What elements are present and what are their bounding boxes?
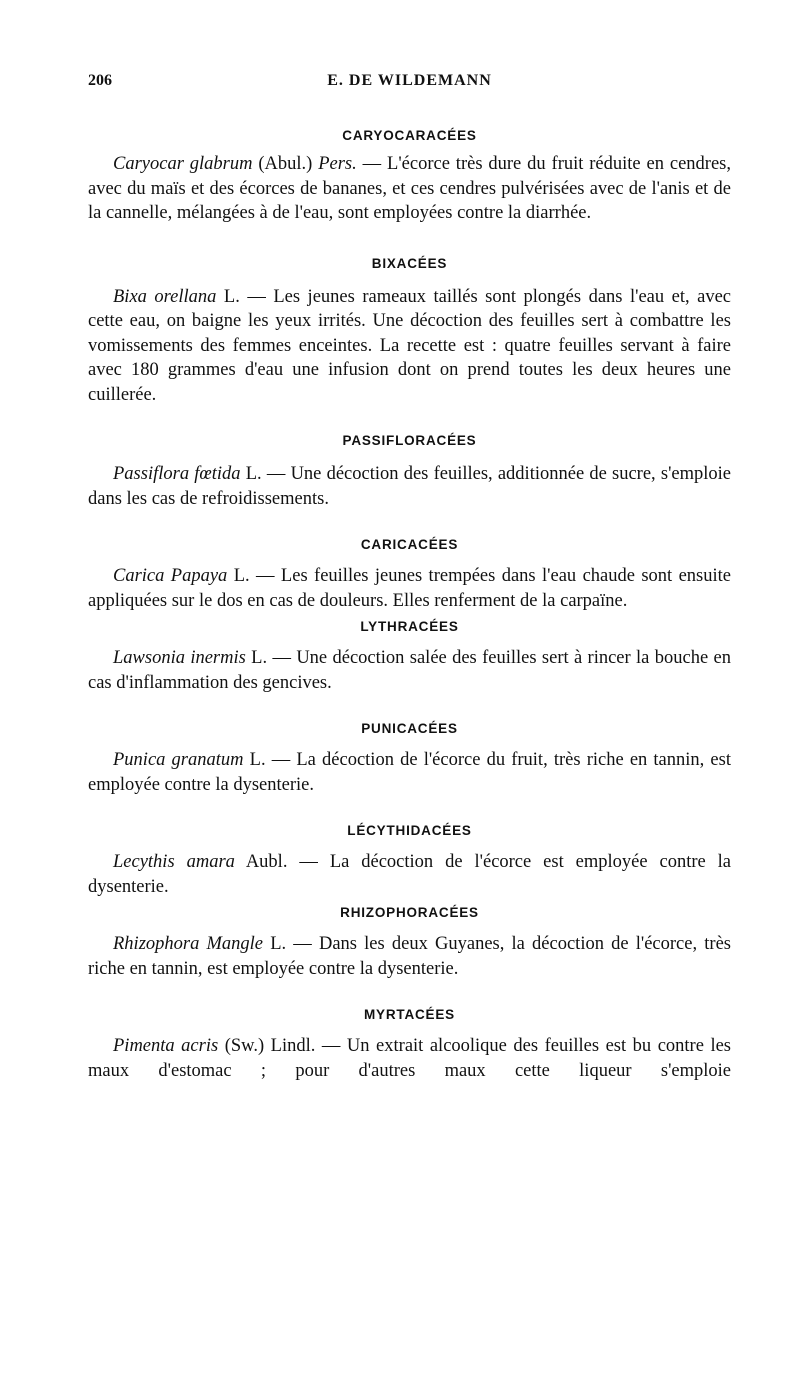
- section-heading-myrtacees: MYRTACÉES: [364, 1007, 455, 1022]
- entry-text: — Les jeunes rameaux taillés sont plongés dans l'eau et, avec cette eau, on baigne les yeux irrités. Une décoction des feuilles sert à combattre les vomissements des femmes enceintes. La recette est : quatre feuilles servant à faire avec 180 grammes d'eau une infusion dont on prend toutes les deux heures une cuillerée.: [88, 286, 731, 405]
- species-authority: L.: [216, 286, 240, 307]
- species-name: Pimenta acris: [113, 1036, 219, 1056]
- species-name: Carica Papaya: [113, 566, 228, 586]
- running-author: E. DE WILDEMANN: [327, 72, 492, 89]
- entry-text: — La décoction de l'écorce est employée contre la dysenterie.: [88, 852, 732, 897]
- section-heading-punicacees: PUNICACÉES: [361, 721, 458, 736]
- entry-lawsonia: [88, 646, 731, 695]
- entry-text: — L'écorce très dure du fruit réduite en cendres, avec du maïs et des écorces de bananes, et ces cendres pulvérisées avec de l'anis et de la cannelle, mélangées à de l'eau, sont employées contre la diarrhée.: [88, 154, 731, 223]
- section-heading-lythracees: LYTHRACÉES: [360, 619, 459, 634]
- species-authority: L.: [263, 934, 287, 954]
- page-number: 206: [88, 72, 112, 89]
- entry-passiflora: [88, 462, 731, 511]
- species-authority: L.: [227, 566, 250, 586]
- section-heading-lecythidacees: LÉCYTHIDACÉES: [347, 823, 472, 838]
- page-content: [88, 128, 731, 1083]
- species-authority: Aubl.: [234, 852, 288, 872]
- entry-text: — Une décoction des feuilles, additionnée de sucre, s'emploie dans les cas de refroidissements.: [88, 464, 731, 509]
- entry-text: — Un extrait alcoolique des feuilles est bu contre les maux d'estomac ; pour d'autres maux cette liqueur s'emploie: [88, 1036, 732, 1081]
- species-name: Rhizophora Mangle: [113, 934, 264, 954]
- species-name: Punica granatum: [113, 750, 244, 770]
- entry-caryocar: [88, 152, 731, 226]
- section-heading-rhizophoracees: RHIZOPHORACÉES: [340, 905, 479, 920]
- species-name: Passiflora fœtida: [113, 464, 241, 484]
- entry-text: — Dans les deux Guyanes, la décoction de l'écorce, très riche en tannin, est employée contre la dysenterie.: [88, 934, 731, 979]
- entry-carica: [88, 564, 731, 613]
- running-header: [88, 72, 731, 96]
- entry-punica: [88, 748, 731, 797]
- section-heading-passifloracees: PASSIFLORACÉES: [342, 433, 477, 448]
- entry-text: — La décoction de l'écorce du fruit, très riche en tannin, est employée contre la dysenterie.: [88, 750, 731, 795]
- entry-lecythis: [88, 850, 731, 899]
- entry-text: — Les feuilles jeunes trempées dans l'eau chaude sont ensuite appliquées sur le dos en cas de douleurs. Elles renferment de la carpaïne.: [88, 566, 731, 611]
- entry-bixa: [88, 285, 731, 408]
- species-authority-italic: Pers.: [318, 154, 357, 174]
- entry-rhizophora: [88, 932, 731, 981]
- species-authority: L.: [243, 750, 266, 770]
- species-authority: L.: [240, 464, 262, 484]
- species-name: Bixa orellana: [113, 286, 217, 307]
- species-authority: (Abul.): [252, 154, 319, 174]
- section-heading-caryocaracees: CARYOCARACÉES: [342, 128, 477, 143]
- section-heading-caricacees: CARICACÉES: [360, 537, 459, 552]
- species-authority: L.: [245, 648, 268, 668]
- species-name: Lawsonia inermis: [113, 648, 246, 668]
- species-name: Caryocar glabrum: [113, 154, 253, 174]
- species-name: Lecythis amara: [113, 852, 235, 872]
- section-heading-bixacees: BIXACÉES: [371, 255, 448, 271]
- species-authority: (Sw.) Lindl.: [218, 1036, 316, 1056]
- entry-text: — Une décoction salée des feuilles sert à rincer la bouche en cas d'inflammation des gencives.: [88, 648, 731, 693]
- entry-pimenta: [88, 1034, 731, 1083]
